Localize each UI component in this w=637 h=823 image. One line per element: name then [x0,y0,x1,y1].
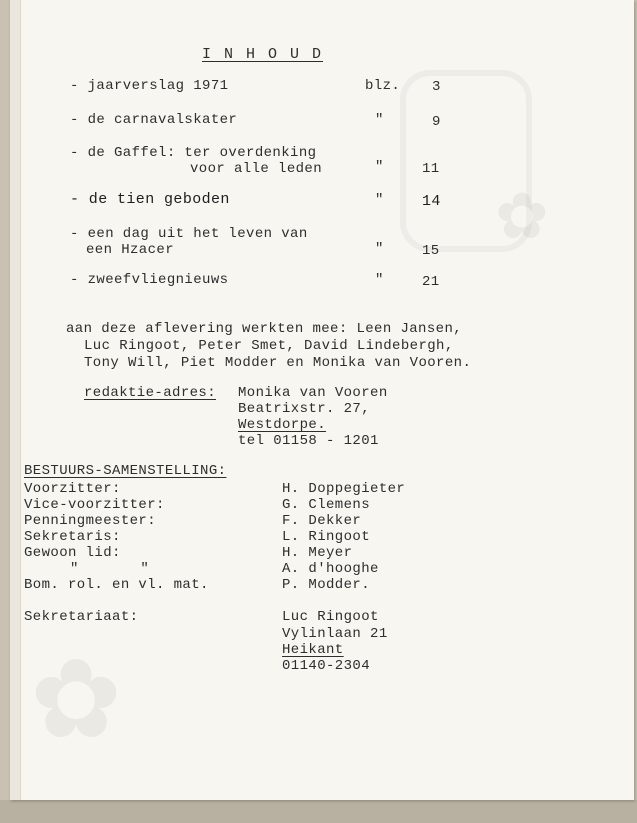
editorial-street: Beatrixstr. 27, [238,401,371,417]
toc-entry-title: - de Gaffel: ter overdenking [70,145,317,161]
secretariat-phone: 01140-2304 [282,658,371,674]
toc-page-number: 14 [422,193,441,210]
board-role: Bom. rol. en vl. mat. [24,577,209,593]
document-page [10,0,634,800]
secretariat-street: Vylinlaan 21 [282,626,388,642]
toc-entry-subtitle: voor alle leden [190,161,323,177]
editorial-address-label: redaktie-adres: [84,385,217,401]
toc-ditto-mark: " [375,272,384,288]
toc-entry-title: - zweefvliegnieuws [70,272,229,288]
toc-page-number: 3 [432,79,441,95]
contributors-line: Tony Will, Piet Modder en Monika van Vooren. [84,355,472,371]
board-role-ditto: " " [70,561,150,577]
board-role: Vice-voorzitter: [24,497,165,513]
editorial-phone: tel 01158 - 1201 [238,433,379,449]
board-member-name: A. d'hooghe [282,561,379,577]
toc-entry-title: - de tien geboden [70,191,230,208]
board-member-name: H. Doppegieter [282,481,406,497]
board-role: Sekretaris: [24,529,121,545]
board-role: Penningmeester: [24,513,157,529]
toc-entry-title: - een dag uit het leven van [70,226,308,242]
toc-ditto-mark: " [375,112,384,128]
toc-entry-title: - jaarverslag 1971 [70,78,229,94]
toc-page-number: 11 [422,161,440,177]
toc-page-number: 21 [422,274,440,290]
page-edge [10,0,21,800]
toc-entry-title: - de carnavalskater [70,112,238,128]
board-member-name: L. Ringoot [282,529,371,545]
secretariat-name: Luc Ringoot [282,609,379,625]
contributors-line: aan deze aflevering werkten mee: Leen Jansen, [66,321,463,337]
show-through-flower-icon: ✿ [495,180,549,254]
board-member-name: F. Dekker [282,513,362,529]
board-member-name: G. Clemens [282,497,371,513]
editorial-name: Monika van Vooren [238,385,388,401]
editorial-city: Westdorpe. [238,417,327,433]
toc-page-number: 15 [422,243,440,259]
board-role: Gewoon lid: [24,545,121,561]
board-member-name: P. Modder. [282,577,371,593]
toc-unit-label: blz. [365,78,401,94]
scanner-background [0,800,637,823]
toc-ditto-mark: " [375,241,384,257]
secretariat-label: Sekretariaat: [24,609,139,625]
page-title: I N H O U D [202,46,324,63]
board-role: Voorzitter: [24,481,121,497]
show-through-frame [400,70,532,252]
show-through-flower-icon: ✿ [30,635,123,763]
toc-ditto-mark: " [375,192,384,208]
toc-ditto-mark: " [375,159,384,175]
board-member-name: H. Meyer [282,545,353,561]
contributors-line: Luc Ringoot, Peter Smet, David Lindebergh, [84,338,454,354]
board-heading: BESTUURS-SAMENSTELLING: [24,463,227,479]
toc-entry-subtitle: een Hzacer [86,242,175,258]
secretariat-city: Heikant [282,642,344,658]
toc-page-number: 9 [432,114,441,130]
